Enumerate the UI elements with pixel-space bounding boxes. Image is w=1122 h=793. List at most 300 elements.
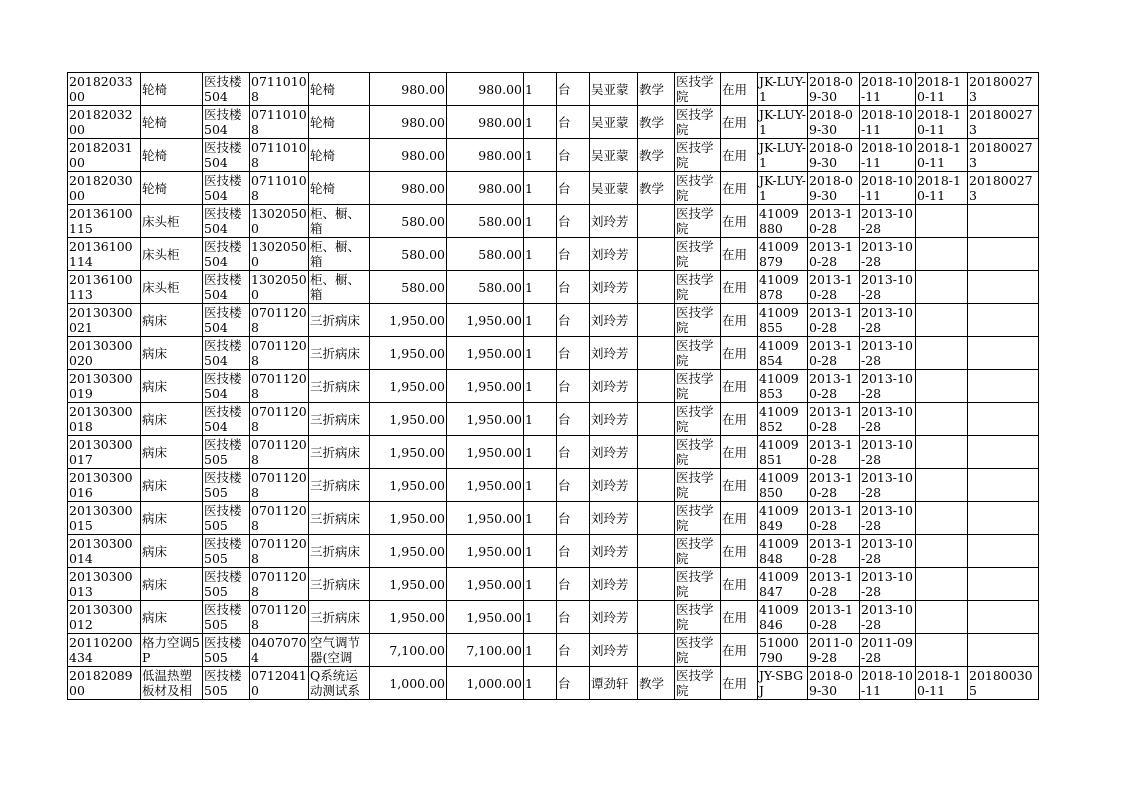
cell-category-code: 07011208 (251, 305, 307, 335)
cell-register-date (916, 403, 968, 436)
cell-usage: 教学 (638, 73, 675, 106)
cell-quantity: 1 (524, 139, 557, 172)
cell-custodian: 吴亚蒙 (590, 139, 638, 172)
cell-location: 医技楼504 (203, 238, 250, 271)
cell-asset-name: 病床 (141, 568, 203, 601)
cell-usage (638, 337, 675, 370)
cell-asset-id: 20110200434 (68, 634, 141, 667)
cell-document-no (968, 370, 1039, 403)
cell-asset-name: 轮椅 (141, 139, 203, 172)
cell-category-code: 07011208 (251, 602, 307, 632)
cell-category-name: 三折病床 (309, 304, 370, 337)
cell-location: 医技楼505 (203, 502, 250, 535)
cell-register-date (916, 601, 968, 634)
cell-entry-date: 2013-10-28 (860, 205, 916, 238)
cell-custodian: 刘玲芳 (590, 304, 638, 337)
cell-register-date: 2018-10-11 (916, 139, 968, 172)
cell-usage (638, 238, 675, 271)
cell-location: 医技楼505 (203, 601, 250, 634)
cell-category-code: 07120410 (251, 668, 307, 698)
cell-usage: 教学 (638, 139, 675, 172)
cell-category-code: 07011208 (251, 536, 307, 566)
cell-total-value: 1,950.00 (447, 469, 524, 502)
cell-unit-price: 980.00 (370, 139, 447, 172)
cell-department: 医技学院 (675, 601, 721, 634)
cell-unit: 台 (557, 403, 590, 436)
table-row (68, 469, 1039, 502)
cell-category-name: 三折病床 (309, 436, 370, 469)
cell-purchase-date: 2013-10-28 (808, 205, 860, 238)
asset-table-body (68, 73, 1039, 700)
cell-location: 医技楼504 (203, 271, 250, 304)
cell-unit: 台 (557, 634, 590, 667)
cell-entry-date: 2013-10-28 (860, 502, 916, 535)
cell-purchase-date: 2018-09-30 (808, 106, 860, 139)
cell-unit-price: 1,950.00 (370, 403, 447, 436)
cell-department: 医技学院 (675, 502, 721, 535)
cell-total-value: 1,950.00 (447, 370, 524, 403)
cell-asset-id: 2018203300 (68, 73, 141, 106)
cell-asset-id: 20130300014 (68, 535, 141, 568)
table-row (68, 667, 1039, 700)
cell-custodian: 刘玲芳 (590, 436, 638, 469)
cell-department: 医技学院 (675, 403, 721, 436)
cell-unit: 台 (557, 568, 590, 601)
cell-document-no (968, 634, 1039, 667)
cell-location: 医技楼504 (203, 304, 250, 337)
table-row (68, 139, 1039, 172)
cell-unit: 台 (557, 502, 590, 535)
cell-category-name: 轮椅 (309, 73, 370, 106)
cell-location: 医技楼505 (203, 535, 250, 568)
cell-location: 医技楼504 (203, 337, 250, 370)
cell-quantity: 1 (524, 106, 557, 139)
cell-status: 在用 (721, 139, 758, 172)
cell-asset-name: 病床 (141, 370, 203, 403)
cell-total-value: 1,950.00 (447, 403, 524, 436)
cell-serial-no: 41009849 (758, 502, 808, 535)
cell-department: 医技学院 (675, 535, 721, 568)
cell-serial-no: 41009847 (758, 568, 808, 601)
cell-unit: 台 (557, 106, 590, 139)
cell-usage (638, 568, 675, 601)
cell-custodian: 吴亚蒙 (590, 172, 638, 205)
cell-department: 医技学院 (675, 238, 721, 271)
cell-unit-price: 1,950.00 (370, 337, 447, 370)
cell-category-code: 07110108 (251, 74, 307, 104)
cell-total-value: 580.00 (447, 271, 524, 304)
cell-register-date (916, 337, 968, 370)
table-row (68, 601, 1039, 634)
cell-usage (638, 502, 675, 535)
cell-location: 医技楼504 (203, 205, 250, 238)
cell-unit-price: 980.00 (370, 106, 447, 139)
cell-category-name: 三折病床 (309, 403, 370, 436)
cell-register-date: 2018-10-11 (916, 172, 968, 205)
cell-category-code: 07110108 (251, 140, 307, 170)
cell-asset-id: 20130300019 (68, 370, 141, 403)
table-row (68, 304, 1039, 337)
cell-status: 在用 (721, 238, 758, 271)
cell-department: 医技学院 (675, 634, 721, 667)
cell-unit: 台 (557, 535, 590, 568)
cell-asset-id: 20130300018 (68, 403, 141, 436)
cell-status: 在用 (721, 337, 758, 370)
cell-quantity: 1 (524, 502, 557, 535)
cell-usage: 教学 (638, 172, 675, 205)
cell-entry-date: 2013-10-28 (860, 403, 916, 436)
cell-serial-no: JK-LUY-1 (759, 173, 806, 203)
cell-total-value: 7,100.00 (447, 634, 524, 667)
cell-asset-name: 床头柜 (141, 271, 203, 304)
cell-location: 医技楼504 (203, 106, 250, 139)
cell-department: 医技学院 (675, 370, 721, 403)
cell-purchase-date: 2013-10-28 (808, 502, 860, 535)
cell-serial-no: JK-LUY-1 (759, 74, 806, 104)
cell-department: 医技学院 (675, 568, 721, 601)
cell-total-value: 980.00 (447, 73, 524, 106)
cell-status: 在用 (721, 469, 758, 502)
cell-category-name: 柜、橱、箱 (309, 205, 370, 238)
cell-unit: 台 (557, 469, 590, 502)
cell-quantity: 1 (524, 634, 557, 667)
cell-document-no (968, 535, 1039, 568)
cell-unit: 台 (557, 73, 590, 106)
cell-category-name: 三折病床 (309, 469, 370, 502)
cell-quantity: 1 (524, 304, 557, 337)
table-row (68, 436, 1039, 469)
table-row (68, 106, 1039, 139)
cell-document-no: 201800273 (968, 73, 1039, 106)
cell-department: 医技学院 (675, 337, 721, 370)
cell-department: 医技学院 (675, 667, 721, 700)
cell-custodian: 刘玲芳 (590, 535, 638, 568)
cell-asset-name: 病床 (141, 436, 203, 469)
cell-document-no (968, 436, 1039, 469)
cell-quantity: 1 (524, 337, 557, 370)
cell-serial-no: 41009846 (758, 601, 808, 634)
cell-register-date (916, 469, 968, 502)
cell-status: 在用 (721, 73, 758, 106)
cell-quantity: 1 (524, 436, 557, 469)
cell-unit-price: 1,950.00 (370, 436, 447, 469)
cell-purchase-date: 2013-10-28 (808, 370, 860, 403)
cell-quantity: 1 (524, 535, 557, 568)
cell-category-code: 13020500 (251, 272, 307, 302)
cell-entry-date: 2013-10-28 (860, 535, 916, 568)
cell-document-no (968, 568, 1039, 601)
cell-custodian: 刘玲芳 (590, 601, 638, 634)
cell-usage: 教学 (638, 667, 675, 700)
cell-entry-date: 2018-10-11 (860, 172, 916, 205)
cell-custodian: 吴亚蒙 (590, 106, 638, 139)
cell-total-value: 580.00 (447, 205, 524, 238)
cell-asset-id: 20130300013 (68, 568, 141, 601)
cell-custodian: 刘玲芳 (590, 403, 638, 436)
cell-custodian: 刘玲芳 (590, 205, 638, 238)
cell-status: 在用 (721, 502, 758, 535)
cell-register-date (916, 436, 968, 469)
cell-total-value: 1,950.00 (447, 304, 524, 337)
cell-unit-price: 1,950.00 (370, 568, 447, 601)
cell-serial-no: 51000790 (758, 634, 808, 667)
cell-asset-name: 病床 (141, 337, 203, 370)
cell-asset-id: 20136100113 (68, 271, 141, 304)
cell-entry-date: 2013-10-28 (860, 601, 916, 634)
cell-document-no (968, 205, 1039, 238)
cell-unit: 台 (557, 238, 590, 271)
table-row (68, 337, 1039, 370)
table-row (68, 172, 1039, 205)
cell-asset-id: 20130300015 (68, 502, 141, 535)
cell-location: 医技楼505 (203, 568, 250, 601)
cell-usage (638, 403, 675, 436)
cell-asset-id: 20130300017 (68, 436, 141, 469)
cell-usage (638, 271, 675, 304)
cell-document-no (968, 271, 1039, 304)
cell-category-name: 三折病床 (309, 535, 370, 568)
cell-purchase-date: 2013-10-28 (808, 601, 860, 634)
cell-category-code: 07011208 (251, 470, 307, 500)
cell-register-date (916, 238, 968, 271)
cell-quantity: 1 (524, 370, 557, 403)
cell-usage: 教学 (638, 106, 675, 139)
cell-unit: 台 (557, 667, 590, 700)
cell-purchase-date: 2011-09-28 (808, 634, 860, 667)
cell-custodian: 刘玲芳 (590, 469, 638, 502)
cell-quantity: 1 (524, 667, 557, 700)
cell-status: 在用 (721, 106, 758, 139)
cell-category-name: 轮椅 (309, 106, 370, 139)
cell-location: 医技楼505 (203, 436, 250, 469)
cell-quantity: 1 (524, 172, 557, 205)
cell-unit: 台 (557, 436, 590, 469)
cell-document-no: 201800305 (968, 667, 1039, 700)
cell-purchase-date: 2013-10-28 (808, 568, 860, 601)
cell-custodian: 刘玲芳 (590, 502, 638, 535)
cell-status: 在用 (721, 370, 758, 403)
cell-status: 在用 (721, 601, 758, 634)
cell-status: 在用 (721, 634, 758, 667)
cell-serial-no: 41009851 (758, 436, 808, 469)
cell-serial-no: 41009878 (758, 271, 808, 304)
cell-status: 在用 (721, 205, 758, 238)
cell-register-date (916, 271, 968, 304)
cell-unit: 台 (557, 337, 590, 370)
cell-register-date (916, 370, 968, 403)
cell-department: 医技学院 (675, 271, 721, 304)
cell-asset-id: 2018203200 (68, 106, 141, 139)
cell-location: 医技楼505 (203, 469, 250, 502)
cell-status: 在用 (721, 403, 758, 436)
cell-location: 医技楼505 (203, 634, 250, 667)
cell-serial-no: 41009848 (758, 535, 808, 568)
cell-asset-name: 病床 (141, 469, 203, 502)
cell-asset-id: 2018208900 (68, 667, 141, 700)
cell-department: 医技学院 (675, 172, 721, 205)
asset-table (67, 72, 1039, 700)
table-row (68, 634, 1039, 667)
cell-category-code: 07110108 (251, 173, 307, 203)
table-row (68, 271, 1039, 304)
cell-usage (638, 205, 675, 238)
cell-category-code: 07011208 (251, 437, 307, 467)
cell-custodian: 刘玲芳 (590, 271, 638, 304)
cell-custodian: 刘玲芳 (590, 337, 638, 370)
cell-asset-name: 床头柜 (141, 238, 203, 271)
cell-category-name: 轮椅 (309, 139, 370, 172)
cell-unit-price: 1,950.00 (370, 535, 447, 568)
cell-unit: 台 (557, 370, 590, 403)
cell-custodian: 谭劲轩 (590, 667, 638, 700)
cell-purchase-date: 2013-10-28 (808, 337, 860, 370)
cell-quantity: 1 (524, 469, 557, 502)
cell-entry-date: 2013-10-28 (860, 469, 916, 502)
cell-unit: 台 (557, 601, 590, 634)
cell-asset-name: 病床 (141, 502, 203, 535)
cell-asset-name: 病床 (141, 403, 203, 436)
cell-total-value: 1,950.00 (447, 436, 524, 469)
cell-unit-price: 1,000.00 (370, 667, 447, 700)
cell-purchase-date: 2018-09-30 (808, 172, 860, 205)
cell-usage (638, 370, 675, 403)
cell-total-value: 1,950.00 (447, 535, 524, 568)
cell-purchase-date: 2013-10-28 (808, 271, 860, 304)
cell-unit: 台 (557, 205, 590, 238)
cell-document-no: 201800273 (968, 172, 1039, 205)
cell-register-date: 2018-10-11 (916, 106, 968, 139)
cell-quantity: 1 (524, 403, 557, 436)
cell-asset-name: 轮椅 (141, 106, 203, 139)
cell-department: 医技学院 (675, 469, 721, 502)
cell-location: 医技楼504 (203, 370, 250, 403)
cell-usage (638, 634, 675, 667)
cell-serial-no: 41009880 (758, 205, 808, 238)
cell-custodian: 刘玲芳 (590, 634, 638, 667)
cell-unit-price: 980.00 (370, 73, 447, 106)
cell-entry-date: 2013-10-28 (860, 568, 916, 601)
cell-purchase-date: 2013-10-28 (808, 304, 860, 337)
cell-total-value: 1,950.00 (447, 601, 524, 634)
cell-category-name: 三折病床 (309, 337, 370, 370)
cell-asset-id: 2018203100 (68, 139, 141, 172)
cell-category-name: 空气调节器(空调 (309, 634, 370, 667)
cell-asset-name: 病床 (141, 535, 203, 568)
cell-category-name: 三折病床 (309, 568, 370, 601)
cell-serial-no: 41009855 (758, 304, 808, 337)
cell-custodian: 吴亚蒙 (590, 73, 638, 106)
cell-asset-name: 低温热塑板材及相 (141, 667, 203, 700)
cell-category-name: 柜、橱、箱 (309, 271, 370, 304)
cell-quantity: 1 (524, 271, 557, 304)
cell-category-name: Q系统运动测试系 (309, 667, 370, 700)
table-row (68, 73, 1039, 106)
cell-location: 医技楼504 (203, 139, 250, 172)
cell-department: 医技学院 (675, 73, 721, 106)
cell-department: 医技学院 (675, 436, 721, 469)
cell-custodian: 刘玲芳 (590, 370, 638, 403)
cell-purchase-date: 2013-10-28 (808, 238, 860, 271)
cell-unit: 台 (557, 172, 590, 205)
cell-document-no: 201800273 (968, 139, 1039, 172)
cell-status: 在用 (721, 271, 758, 304)
cell-entry-date: 2013-10-28 (860, 370, 916, 403)
cell-total-value: 980.00 (447, 106, 524, 139)
cell-status: 在用 (721, 172, 758, 205)
cell-serial-no: 41009854 (758, 337, 808, 370)
cell-status: 在用 (721, 568, 758, 601)
cell-entry-date: 2013-10-28 (860, 337, 916, 370)
cell-entry-date: 2018-10-11 (860, 139, 916, 172)
cell-location: 医技楼504 (203, 73, 250, 106)
cell-entry-date: 2013-10-28 (860, 436, 916, 469)
cell-asset-id: 2018203000 (68, 172, 141, 205)
cell-entry-date: 2018-10-11 (860, 73, 916, 106)
cell-serial-no: JK-LUY-1 (759, 140, 806, 170)
cell-quantity: 1 (524, 73, 557, 106)
cell-register-date (916, 568, 968, 601)
cell-status: 在用 (721, 304, 758, 337)
cell-unit-price: 1,950.00 (370, 370, 447, 403)
cell-register-date (916, 535, 968, 568)
cell-unit: 台 (557, 139, 590, 172)
cell-document-no (968, 238, 1039, 271)
cell-unit-price: 1,950.00 (370, 304, 447, 337)
cell-category-name: 柜、橱、箱 (309, 238, 370, 271)
cell-unit-price: 980.00 (370, 172, 447, 205)
cell-usage (638, 436, 675, 469)
table-row (68, 370, 1039, 403)
cell-asset-id: 20136100115 (68, 205, 141, 238)
cell-category-name: 三折病床 (309, 601, 370, 634)
cell-status: 在用 (721, 667, 758, 700)
cell-purchase-date: 2018-09-30 (808, 667, 860, 700)
cell-unit-price: 580.00 (370, 238, 447, 271)
table-row (68, 238, 1039, 271)
table-row (68, 403, 1039, 436)
cell-purchase-date: 2018-09-30 (808, 139, 860, 172)
cell-location: 医技楼504 (203, 172, 250, 205)
cell-unit-price: 580.00 (370, 205, 447, 238)
cell-asset-id: 20130300012 (68, 601, 141, 634)
cell-quantity: 1 (524, 205, 557, 238)
cell-document-no: 201800273 (968, 106, 1039, 139)
cell-register-date (916, 205, 968, 238)
cell-total-value: 980.00 (447, 172, 524, 205)
cell-entry-date: 2013-10-28 (860, 238, 916, 271)
cell-entry-date: 2018-10-11 (860, 106, 916, 139)
cell-asset-id: 20130300020 (68, 337, 141, 370)
cell-register-date: 2018-10-11 (916, 73, 968, 106)
table-row (68, 568, 1039, 601)
cell-asset-name: 床头柜 (141, 205, 203, 238)
cell-total-value: 1,950.00 (447, 337, 524, 370)
cell-category-code: 07110108 (251, 107, 307, 137)
cell-category-code: 13020500 (251, 206, 307, 236)
cell-usage (638, 601, 675, 634)
cell-entry-date: 2011-09-28 (860, 634, 916, 667)
cell-document-no (968, 304, 1039, 337)
cell-register-date (916, 502, 968, 535)
table-row (68, 205, 1039, 238)
cell-unit-price: 7,100.00 (370, 634, 447, 667)
cell-total-value: 980.00 (447, 139, 524, 172)
cell-asset-name: 轮椅 (141, 172, 203, 205)
cell-unit-price: 1,950.00 (370, 601, 447, 634)
cell-document-no (968, 502, 1039, 535)
cell-entry-date: 2013-10-28 (860, 304, 916, 337)
cell-quantity: 1 (524, 238, 557, 271)
